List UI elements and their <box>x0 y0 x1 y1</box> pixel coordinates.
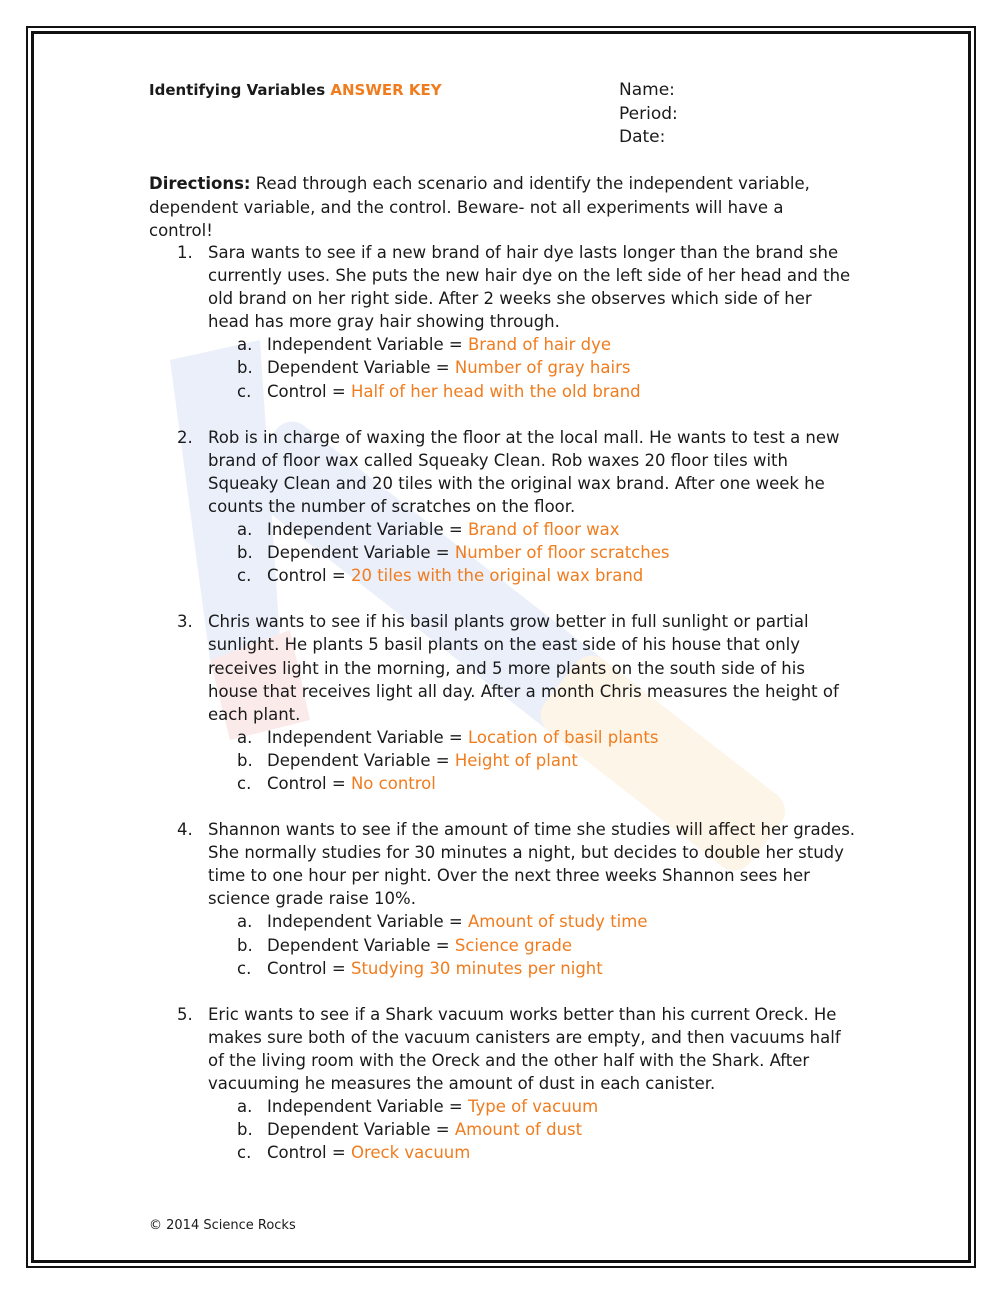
control-label: Control = <box>267 958 351 978</box>
control-label: Control = <box>267 381 351 401</box>
title-text: Identifying Variables <box>149 81 326 99</box>
directions-text: Read through each scenario and identify the independent variable, dependent variable, and the control. Beware- not all experiments will have a control! <box>149 174 810 240</box>
control-answer: Oreck vacuum <box>350 1143 471 1163</box>
control-label: Control = <box>267 1143 351 1163</box>
independent-answer: Type of vacuum <box>467 1097 599 1117</box>
option-letter: c. <box>237 381 252 401</box>
independent-label: Independent Variable = <box>267 1097 468 1117</box>
question-1 <box>149 241 869 403</box>
student-info-block <box>619 79 678 150</box>
dependent-variable-row <box>208 541 869 564</box>
copyright-footer: © 2014 Science Rocks <box>149 1218 296 1233</box>
independent-label: Independent Variable = <box>267 335 468 355</box>
question-4 <box>149 818 869 980</box>
independent-label: Independent Variable = <box>267 727 468 747</box>
independent-answer: Brand of floor wax <box>467 520 620 540</box>
dependent-variable-row <box>208 934 869 957</box>
option-letter: b. <box>237 1120 253 1140</box>
dependent-variable-row <box>208 356 869 379</box>
question-number: 2. <box>177 427 193 447</box>
control-answer: Half of her head with the old brand <box>350 381 641 401</box>
question-text: Sara wants to see if a new brand of hair dye lasts longer than the brand she currently uses. She puts the new hair dye on the left side of her head and the old brand on her right side. After 2 weeks she observes which side of her head has more gray hair showing through. <box>208 243 851 332</box>
control-answer: Studying 30 minutes per night <box>350 958 603 978</box>
option-letter: c. <box>237 1143 252 1163</box>
option-letter: b. <box>237 935 253 955</box>
option-letter: a. <box>237 520 253 540</box>
option-letter: a. <box>237 335 253 355</box>
question-list <box>149 241 869 1187</box>
control-row <box>208 380 869 403</box>
question-2 <box>149 426 869 588</box>
option-letter: a. <box>237 727 253 747</box>
dependent-answer: Number of floor scratches <box>454 543 670 563</box>
independent-answer: Location of basil plants <box>467 727 659 747</box>
option-letter: b. <box>237 543 253 563</box>
question-number: 3. <box>177 612 193 632</box>
option-letter: c. <box>237 566 252 586</box>
question-text: Rob is in charge of waxing the floor at the local mall. He wants to test a new brand of floor wax called Squeaky Clean. Rob waxes 20 floor tiles with Squeaky Clean and 20 tiles with the original wax brand. After one week he counts the number of scratches on the floor. <box>208 427 840 516</box>
dependent-label: Dependent Variable = <box>267 935 455 955</box>
dependent-variable-row <box>208 1118 869 1141</box>
question-number: 4. <box>177 820 193 840</box>
dependent-answer: Science grade <box>454 935 573 955</box>
control-label: Control = <box>267 773 351 793</box>
dependent-answer: Amount of dust <box>454 1120 583 1140</box>
independent-label: Independent Variable = <box>267 912 468 932</box>
directions <box>149 172 849 243</box>
option-letter: c. <box>237 773 252 793</box>
independent-answer: Brand of hair dye <box>467 335 612 355</box>
control-answer: 20 tiles with the original wax brand <box>350 566 644 586</box>
worksheet-title <box>149 81 442 99</box>
independent-variable-row <box>208 910 869 933</box>
independent-variable-row <box>208 333 869 356</box>
control-label: Control = <box>267 566 351 586</box>
independent-variable-row <box>208 726 869 749</box>
dependent-variable-row <box>208 749 869 772</box>
option-letter: b. <box>237 358 253 378</box>
question-text: Eric wants to see if a Shark vacuum works better than his current Oreck. He makes sure both of the vacuum canisters are empty, and then vacuums half of the living room with the Oreck and the other half with the Shark. After vacuuming he measures the amount of dust in each canister. <box>208 1004 841 1093</box>
option-letter: c. <box>237 958 252 978</box>
control-row <box>208 957 869 980</box>
answer-key-label: ANSWER KEY <box>330 81 442 99</box>
question-number: 1. <box>177 243 193 262</box>
option-letter: a. <box>237 912 253 932</box>
dependent-answer: Height of plant <box>454 750 578 770</box>
date-label: Date: <box>619 127 666 147</box>
dependent-label: Dependent Variable = <box>267 750 455 770</box>
dependent-answer: Number of gray hairs <box>454 358 631 378</box>
question-text: Chris wants to see if his basil plants grow better in full sunlight or partial sunlight. He plants 5 basil plants on the east side of his house that only receives light in the morning, and 5 more plants on the south side of his house that receives light all day. After a month Chris measures the height of each plant. <box>208 612 839 724</box>
question-3 <box>149 610 869 795</box>
directions-label: Directions: <box>149 174 251 193</box>
question-5 <box>149 1003 869 1165</box>
question-text: Shannon wants to see if the amount of time she studies will affect her grades. She normally studies for 30 minutes a night, but decides to double her study time to one hour per night. Over the next three weeks Shannon sees her science grade raise 10%. <box>208 820 856 909</box>
control-row <box>208 772 869 795</box>
independent-variable-row <box>208 1095 869 1118</box>
period-label: Period: <box>619 103 678 124</box>
dependent-label: Dependent Variable = <box>267 358 455 378</box>
question-number: 5. <box>177 1004 193 1024</box>
independent-answer: Amount of study time <box>467 912 648 932</box>
control-answer: No control <box>350 773 436 793</box>
option-letter: a. <box>237 1097 253 1117</box>
control-row <box>208 564 869 587</box>
dependent-label: Dependent Variable = <box>267 543 455 563</box>
control-row <box>208 1141 869 1164</box>
name-label: Name: <box>619 80 675 100</box>
independent-variable-row <box>208 518 869 541</box>
independent-label: Independent Variable = <box>267 520 468 540</box>
dependent-label: Dependent Variable = <box>267 1120 455 1140</box>
option-letter: b. <box>237 750 253 770</box>
